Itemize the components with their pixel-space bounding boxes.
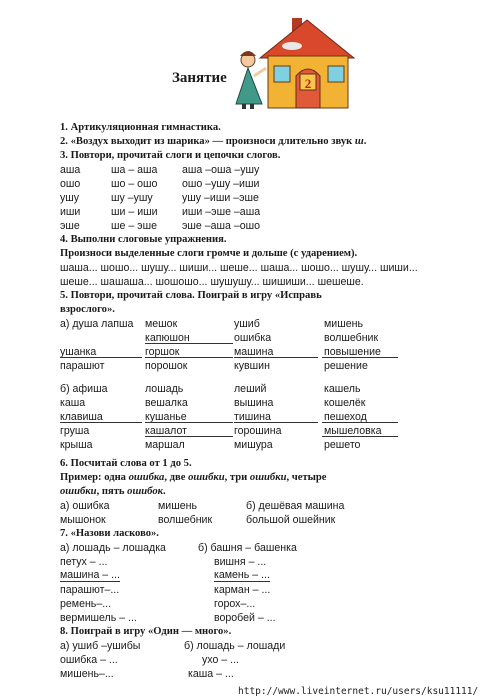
word-cell: ушиб <box>234 318 260 330</box>
example-word: ошибки <box>60 486 97 497</box>
task-6-example <box>60 472 327 483</box>
source-url: http://www.liveinternet.ru/users/ksu11111/ <box>238 686 479 697</box>
example-text: . <box>162 486 166 497</box>
example-word: ошибки <box>249 472 287 483</box>
task-1-heading: 1. Артикуляционная гимнастика. <box>60 122 221 133</box>
affection-cell: вишня – ... <box>214 556 267 568</box>
word-cell: груша <box>60 425 90 437</box>
one-many-cell: мишень–... <box>60 668 114 680</box>
word-cell: леший <box>234 383 267 395</box>
one-many-cell: ухо – ... <box>202 654 239 666</box>
word-cell: мешок <box>145 318 178 330</box>
word-cell: капюшон <box>145 332 190 344</box>
task-2-text: 2. «Воздух выходит из шарика» — произноси длительно звук <box>60 136 355 147</box>
word-cell: горшок <box>145 346 180 358</box>
task-4-chain: шеше... шашаша... шошошо... шушушу... шишиши... шешеше. <box>60 276 364 288</box>
affection-cell: петух – ... <box>60 556 108 568</box>
task-2-sound: ш <box>354 136 364 147</box>
word-cell: парашют <box>60 360 105 372</box>
syllable-cell: ошо –ушу –иши <box>182 178 260 190</box>
syllable-cell: иши <box>60 206 81 218</box>
count-cell: б) дешёвая машина <box>246 500 345 512</box>
one-many-cell: б) лошадь – лошади <box>184 640 286 652</box>
syllable-cell: ушу <box>60 192 80 204</box>
example-text: , пять <box>96 486 128 497</box>
word-cell: крыша <box>60 439 93 451</box>
house-icon <box>260 18 354 108</box>
word-cell: вышина <box>234 397 274 409</box>
syllable-cell: ша – аша <box>111 164 158 176</box>
word-cell: б) афиша <box>60 383 108 395</box>
affection-cell: б) башня – башенка <box>198 542 297 554</box>
syllable-cell: шо – ошо <box>111 178 158 190</box>
syllable-cell: ошо <box>60 178 81 190</box>
word-cell: ошибка <box>234 332 272 344</box>
word-cell: ушанка <box>60 346 97 358</box>
count-cell: а) ошибка <box>60 500 110 512</box>
task-4-heading: 4. Выполни слоговые упражнения. <box>60 234 227 245</box>
word-cell: мишень <box>324 318 363 330</box>
underline <box>322 422 398 423</box>
underline <box>234 422 318 423</box>
syllable-cell: ши – иши <box>111 206 158 218</box>
affection-cell: воробей – ... <box>214 612 276 624</box>
count-cell: мышонок <box>60 514 106 526</box>
word-cell: машина <box>234 346 274 358</box>
syllable-cell: иши –эше –аша <box>182 206 261 218</box>
underline <box>145 422 233 423</box>
affection-cell: горох–... <box>214 598 256 610</box>
syllable-cell: аша –оша –ушу <box>182 164 260 176</box>
syllable-cell: шу –ушу <box>111 192 153 204</box>
affection-cell: а) лошадь – лошадка <box>60 542 166 554</box>
underline <box>145 436 233 437</box>
affection-cell: ремень–... <box>60 598 112 610</box>
count-cell: мишень <box>158 500 197 512</box>
underline <box>322 357 398 358</box>
syllable-cell: аша <box>60 164 81 176</box>
task-4-chain: шаша... шошо... шушу... шиши... шеше... шаша... шошо... шушу... шиши... <box>60 262 418 274</box>
one-many-cell: каша – ... <box>188 668 234 680</box>
house-illustration <box>222 16 360 110</box>
affection-cell: вермишель – ... <box>60 612 137 624</box>
task-5-heading-cont: взрослого». <box>60 304 115 315</box>
lesson-title: Занятие <box>172 70 227 86</box>
count-cell: большой ошейник <box>246 514 336 526</box>
word-cell: кошелёк <box>324 397 366 409</box>
task-6-heading: 6. Посчитай слова от 1 до 5. <box>60 458 192 469</box>
word-cell: мышеловка <box>324 425 382 437</box>
underline <box>145 343 233 344</box>
word-cell: кувшин <box>234 360 270 372</box>
underline <box>60 357 142 358</box>
word-cell: каша <box>60 397 86 409</box>
task-8-heading: 8. Поиграй в игру «Один — много». <box>60 626 232 637</box>
word-cell: тишина <box>234 411 271 423</box>
task-4-subheading: Произноси выделенные слоги громче и дольше (с ударением). <box>60 248 358 259</box>
word-cell: мишура <box>234 439 273 451</box>
task-6-example-cont <box>60 486 166 497</box>
task-7-heading: 7. «Назови ласково». <box>60 528 159 539</box>
task-3-heading: 3. Повтори, прочитай слоги и цепочки слогов. <box>60 150 281 161</box>
underline <box>234 357 318 358</box>
underline <box>145 357 233 358</box>
word-cell: горошина <box>234 425 282 437</box>
word-cell: кушанье <box>145 411 187 423</box>
task-2-heading <box>60 136 366 147</box>
word-cell: кашель <box>324 383 361 395</box>
underline <box>60 422 142 423</box>
word-cell: маршал <box>145 439 185 451</box>
example-text: Пример: одна <box>60 472 129 483</box>
girl-icon <box>236 51 266 109</box>
word-cell: а) душа лапша <box>60 318 134 330</box>
word-cell: решение <box>324 360 368 372</box>
example-text: , три <box>224 472 250 483</box>
task-5-heading: 5. Повтори, прочитай слова. Поиграй в игру «Исправь <box>60 290 322 301</box>
word-cell: порошок <box>145 360 188 372</box>
word-cell: лошадь <box>145 383 184 395</box>
word-cell: решето <box>324 439 361 451</box>
example-text: , две <box>164 472 189 483</box>
word-cell: вешалка <box>145 397 188 409</box>
syllable-cell: эше <box>60 220 80 232</box>
one-many-cell: а) ушиб –ушибы <box>60 640 141 652</box>
word-cell: клавиша <box>60 411 103 423</box>
syllable-cell: эше –аша –ошо <box>182 220 261 232</box>
task-2-end: . <box>363 136 367 147</box>
affection-cell: машина – ... <box>60 569 120 581</box>
affection-cell: камень – ... <box>214 569 270 581</box>
word-cell: кашалот <box>145 425 187 437</box>
example-word: ошибка <box>128 472 165 483</box>
underline <box>322 436 398 437</box>
syllable-cell: ше – эше <box>111 220 157 232</box>
example-word: ошибки <box>188 472 225 483</box>
word-cell: волшебник <box>324 332 379 344</box>
affection-cell: карман – ... <box>214 584 271 596</box>
word-cell: повышение <box>324 346 381 358</box>
lesson-number: 2 <box>304 76 312 91</box>
one-many-cell: ошибка – ... <box>60 654 118 666</box>
count-cell: волшебник <box>158 514 213 526</box>
example-text: , четыре <box>286 472 327 483</box>
example-word: ошибок <box>127 486 163 497</box>
word-cell: пешеход <box>324 411 367 423</box>
affection-cell: парашют–... <box>60 584 120 596</box>
syllable-cell: ушу –иши –эше <box>182 192 259 204</box>
